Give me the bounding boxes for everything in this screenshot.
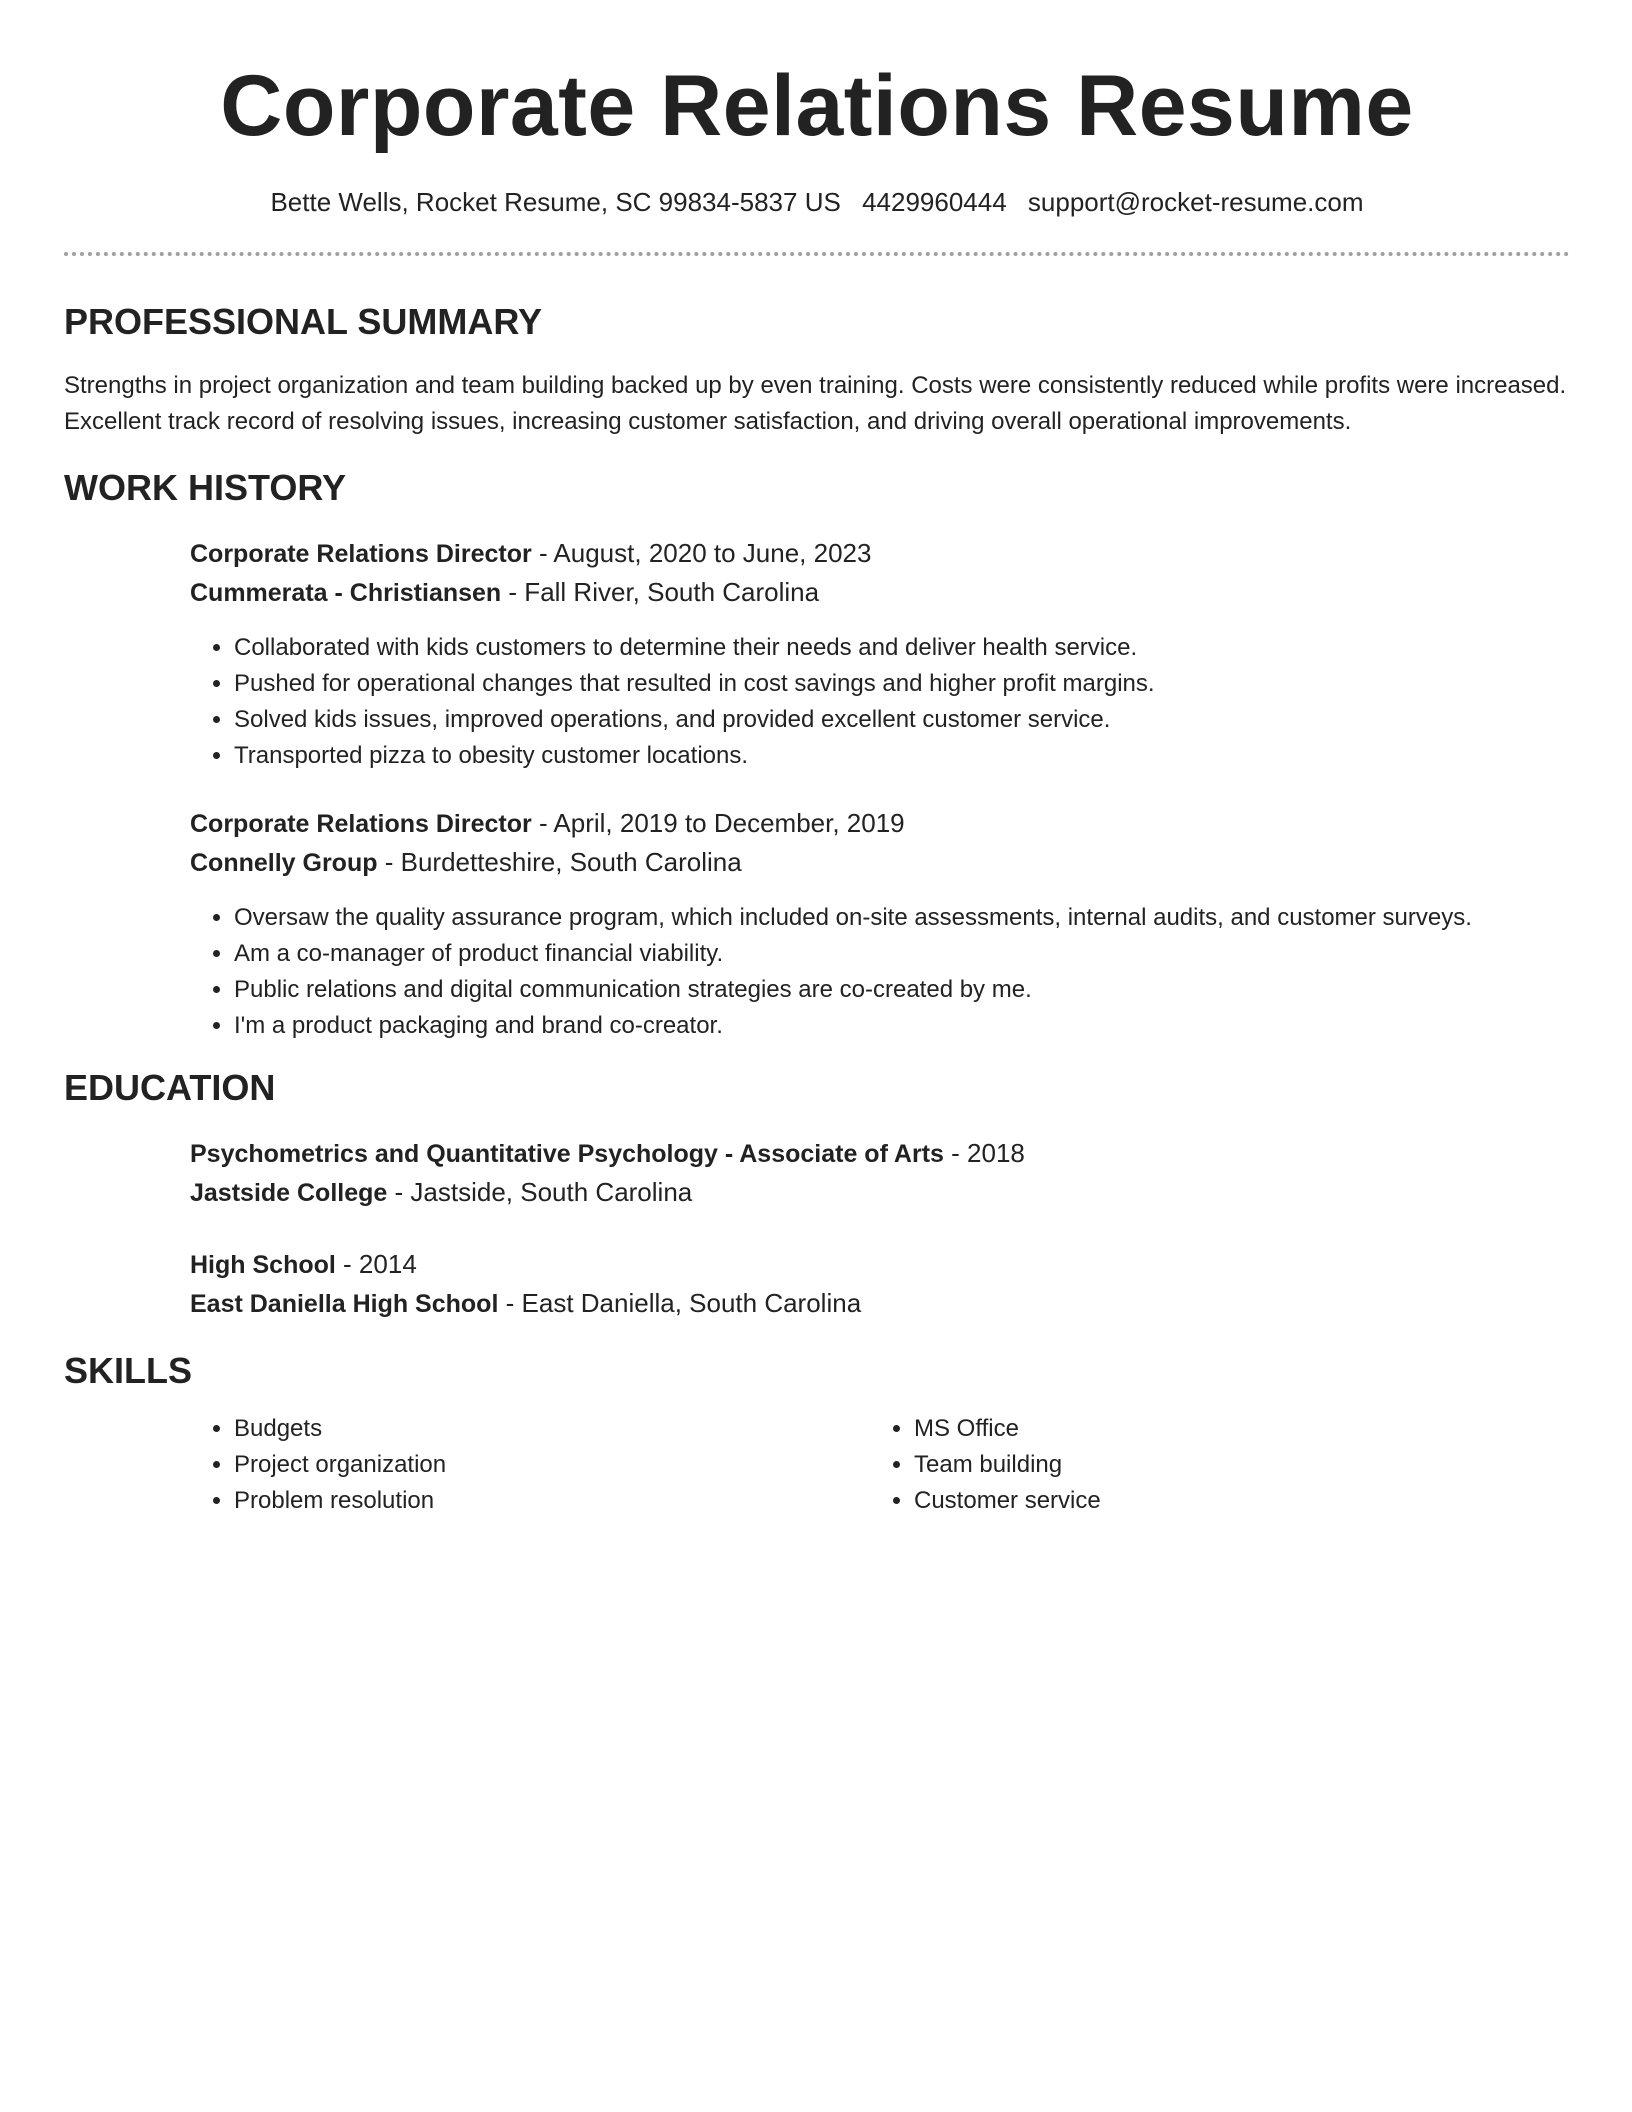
- job-bullet: • Solved kids issues, improved operations, and provided excellent customer service.: [234, 702, 1570, 738]
- skills-grid: [190, 1411, 1570, 1519]
- degree: High School: [190, 1251, 336, 1279]
- job-bullet: • Public relations and digital communication strategies are co-created by me.: [234, 972, 1570, 1008]
- school-line: [190, 1284, 1570, 1323]
- contact-email: support@rocket-resume.com: [1027, 187, 1364, 217]
- job-bullet: • Pushed for operational changes that resulted in cost savings and higher profit margins.: [234, 666, 1570, 702]
- job-bullet: • Transported pizza to obesity customer locations.: [234, 738, 1570, 774]
- job-company-line: [190, 843, 1570, 882]
- education-heading: EDUCATION: [64, 1067, 276, 1108]
- work-history-section: [64, 466, 1570, 1044]
- job-dates: - August, 2020 to June, 2023: [531, 538, 872, 568]
- degree-line: [190, 1134, 1570, 1173]
- degree-year: - 2014: [335, 1249, 417, 1279]
- job-title-line: [190, 804, 1570, 843]
- summary-text: Strengths in project organization and team building backed up by even training. Costs were consistently reduced while profits were increased. Excellent track record of resolving issues, increasing customer satisfaction, and driving overall operational improvements.: [64, 372, 1567, 435]
- job-title-line: [190, 534, 1570, 573]
- job-location: - Fall River, South Carolina: [501, 577, 820, 607]
- degree: Psychometrics and Quantitative Psychology - Associate of Arts: [190, 1140, 944, 1168]
- school-location: - East Daniella, South Carolina: [498, 1288, 862, 1318]
- skill-item: • Project organization: [234, 1447, 870, 1483]
- skill-item: • Team building: [914, 1447, 1550, 1483]
- job-title: Corporate Relations Director: [190, 540, 532, 568]
- skills-list: [870, 1411, 1550, 1519]
- education-entry: [190, 1245, 1570, 1323]
- skills-section: [64, 1349, 1570, 1519]
- work-history-heading: WORK HISTORY: [64, 467, 347, 508]
- resume-page: [64, 0, 1570, 1519]
- job-bullets: [190, 900, 1570, 1044]
- job-company: Connelly Group: [190, 849, 378, 877]
- header-divider: [64, 252, 1570, 256]
- skills-column-left: [190, 1411, 870, 1519]
- school: East Daniella High School: [190, 1290, 499, 1318]
- job-bullet: • I'm a product packaging and brand co-creator.: [234, 1008, 1570, 1044]
- job-dates: - April, 2019 to December, 2019: [531, 808, 905, 838]
- school-location: - Jastside, South Carolina: [387, 1177, 693, 1207]
- job-entry: [190, 804, 1570, 1044]
- skills-list: [190, 1411, 870, 1519]
- degree-line: [190, 1245, 1570, 1284]
- education-entry: [190, 1134, 1570, 1212]
- contact-phone: 4429960444: [862, 187, 1007, 217]
- skill-item: • Customer service: [914, 1483, 1550, 1519]
- job-bullets: [190, 630, 1570, 774]
- skill-item: • Problem resolution: [234, 1483, 870, 1519]
- job-bullet: • Am a co-manager of product financial viability.: [234, 936, 1570, 972]
- contact-line: [64, 184, 1570, 220]
- skill-item: • MS Office: [914, 1411, 1550, 1447]
- skills-heading: SKILLS: [64, 1350, 193, 1391]
- degree-year: - 2018: [943, 1138, 1025, 1168]
- job-company: Cummerata - Christiansen: [190, 579, 502, 607]
- education-section: [64, 1066, 1570, 1323]
- job-location: - Burdetteshire, South Carolina: [377, 847, 742, 877]
- school-line: [190, 1173, 1570, 1212]
- school: Jastside College: [190, 1179, 388, 1207]
- job-bullet: • Collaborated with kids customers to determine their needs and deliver health service.: [234, 630, 1570, 666]
- summary-section: [64, 300, 1570, 440]
- summary-heading: PROFESSIONAL SUMMARY: [64, 301, 543, 342]
- job-title: Corporate Relations Director: [190, 810, 532, 838]
- skill-item: • Budgets: [234, 1411, 870, 1447]
- skills-column-right: [870, 1411, 1550, 1519]
- job-bullet: • Oversaw the quality assurance program, which included on-site assessments, internal audits, and customer surveys.: [234, 900, 1570, 936]
- job-company-line: [190, 573, 1570, 612]
- contact-address: Bette Wells, Rocket Resume, SC 99834-5837 US: [270, 187, 841, 217]
- resume-title: Corporate Relations Resume: [220, 58, 1414, 154]
- job-entry: [190, 534, 1570, 774]
